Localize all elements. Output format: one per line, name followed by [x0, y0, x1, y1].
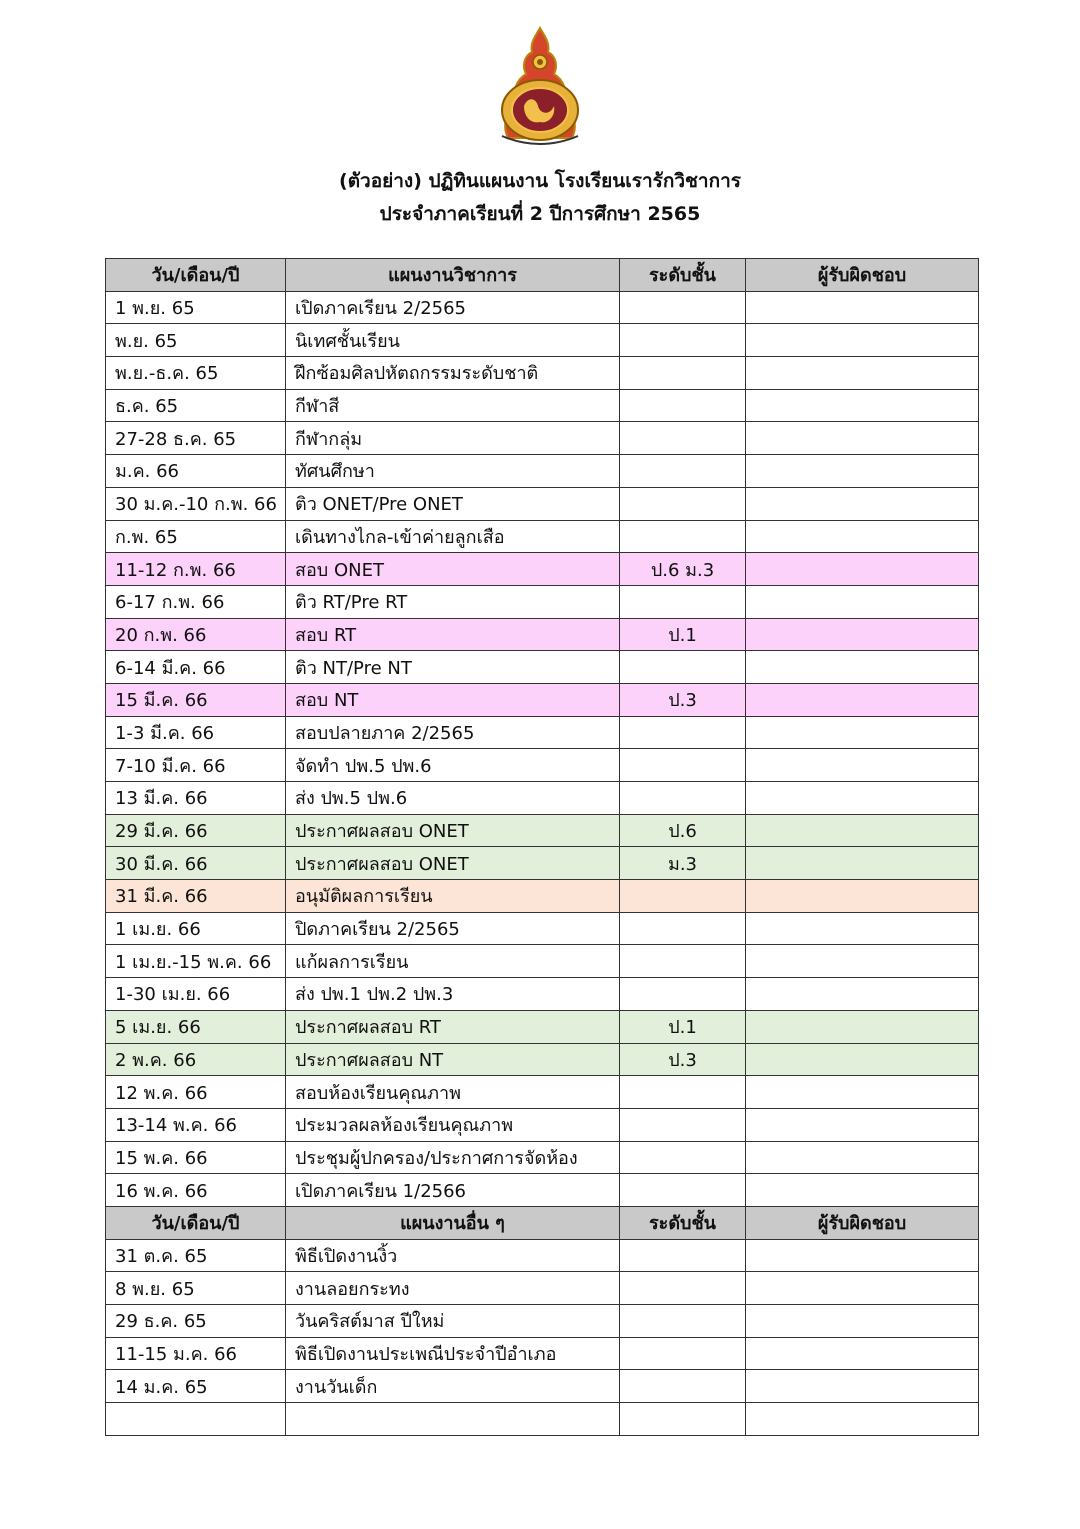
- plan-cell: สอบห้องเรียนคุณภาพ: [286, 1076, 620, 1109]
- date-cell: 1-30 เม.ย. 66: [106, 978, 286, 1011]
- date-cell: [106, 1403, 286, 1436]
- date-cell: 1-3 มี.ค. 66: [106, 716, 286, 749]
- table-row: [106, 1141, 979, 1174]
- table-row: [106, 553, 979, 586]
- owner-header: ผู้รับผิดชอบ: [746, 1206, 979, 1239]
- table-row: [106, 782, 979, 815]
- date-cell: 29 ธ.ค. 65: [106, 1305, 286, 1338]
- date-header: วัน/เดือน/ปี: [106, 259, 286, 292]
- table-row: [106, 1370, 979, 1403]
- date-cell: 11-12 ก.พ. 66: [106, 553, 286, 586]
- date-cell: 7-10 มี.ค. 66: [106, 749, 286, 782]
- level-cell: [620, 389, 746, 422]
- level-cell: [620, 1141, 746, 1174]
- page-title: (ตัวอย่าง) ปฏิทินแผนงาน โรงเรียนเรารักวิชาการ: [339, 170, 741, 192]
- level-cell: [620, 520, 746, 553]
- level-cell: [620, 880, 746, 913]
- date-cell: 1 พ.ย. 65: [106, 291, 286, 324]
- owner-cell: [746, 749, 979, 782]
- date-cell: 31 ต.ค. 65: [106, 1239, 286, 1272]
- level-cell: ป.3: [620, 1043, 746, 1076]
- level-cell: [620, 1076, 746, 1109]
- table-row: [106, 683, 979, 716]
- date-cell: 8 พ.ย. 65: [106, 1272, 286, 1305]
- table-row: [106, 618, 979, 651]
- date-cell: 16 พ.ค. 66: [106, 1174, 286, 1207]
- table-row: [106, 1076, 979, 1109]
- level-cell: [620, 1272, 746, 1305]
- owner-cell: [746, 1043, 979, 1076]
- other-header-row: [106, 1206, 979, 1239]
- owner-cell: [746, 880, 979, 913]
- table-row: [106, 1239, 979, 1272]
- owner-cell: [746, 978, 979, 1011]
- plan-header: แผนงานวิชาการ: [286, 259, 620, 292]
- level-cell: [620, 716, 746, 749]
- table-row: [106, 455, 979, 488]
- date-cell: 31 มี.ค. 66: [106, 880, 286, 913]
- plan-cell: ติว ONET/Pre ONET: [286, 487, 620, 520]
- table-row: [106, 1305, 979, 1338]
- owner-cell: [746, 487, 979, 520]
- ministry-emblem-icon: [494, 26, 586, 152]
- table-row: [106, 912, 979, 945]
- owner-cell: [746, 1305, 979, 1338]
- owner-cell: [746, 618, 979, 651]
- level-cell: [620, 1403, 746, 1436]
- owner-cell: [746, 683, 979, 716]
- level-cell: [620, 749, 746, 782]
- level-cell: [620, 291, 746, 324]
- level-header: ระดับชั้น: [620, 259, 746, 292]
- table-row: [106, 880, 979, 913]
- plan-cell: วันคริสต์มาส ปีใหม่: [286, 1305, 620, 1338]
- level-cell: ป.3: [620, 683, 746, 716]
- plan-cell: [286, 1403, 620, 1436]
- level-cell: [620, 1108, 746, 1141]
- owner-cell: [746, 1076, 979, 1109]
- owner-cell: [746, 585, 979, 618]
- level-cell: [620, 1370, 746, 1403]
- owner-cell: [746, 1370, 979, 1403]
- level-header: ระดับชั้น: [620, 1206, 746, 1239]
- table-row: [106, 814, 979, 847]
- table-row: [106, 487, 979, 520]
- owner-cell: [746, 1239, 979, 1272]
- plan-header: แผนงานอื่น ๆ: [286, 1206, 620, 1239]
- owner-cell: [746, 553, 979, 586]
- level-cell: [620, 1305, 746, 1338]
- owner-cell: [746, 912, 979, 945]
- date-cell: ธ.ค. 65: [106, 389, 286, 422]
- owner-cell: [746, 1272, 979, 1305]
- plan-cell: กีฬาสี: [286, 389, 620, 422]
- level-cell: [620, 782, 746, 815]
- level-cell: [620, 1239, 746, 1272]
- owner-cell: [746, 1403, 979, 1436]
- owner-cell: [746, 814, 979, 847]
- plan-cell: อนุมัติผลการเรียน: [286, 880, 620, 913]
- table-row: [106, 749, 979, 782]
- table-row: [106, 978, 979, 1011]
- level-cell: ม.3: [620, 847, 746, 880]
- date-cell: 29 มี.ค. 66: [106, 814, 286, 847]
- level-cell: [620, 357, 746, 390]
- plan-cell: ทัศนศึกษา: [286, 455, 620, 488]
- plan-cell: ประมวลผลห้องเรียนคุณภาพ: [286, 1108, 620, 1141]
- date-cell: 30 ม.ค.-10 ก.พ. 66: [106, 487, 286, 520]
- date-cell: พ.ย.-ธ.ค. 65: [106, 357, 286, 390]
- owner-header: ผู้รับผิดชอบ: [746, 259, 979, 292]
- plan-cell: งานวันเด็ก: [286, 1370, 620, 1403]
- plan-cell: สอบปลายภาค 2/2565: [286, 716, 620, 749]
- table-row: [106, 291, 979, 324]
- level-cell: [620, 651, 746, 684]
- level-cell: ป.1: [620, 618, 746, 651]
- academic-header-row: [106, 259, 979, 292]
- plan-cell: กีฬากลุ่ม: [286, 422, 620, 455]
- owner-cell: [746, 291, 979, 324]
- level-cell: [620, 1337, 746, 1370]
- plan-cell: สอบ RT: [286, 618, 620, 651]
- plan-cell: นิเทศชั้นเรียน: [286, 324, 620, 357]
- plan-cell: ประชุมผู้ปกครอง/ประกาศการจัดห้อง: [286, 1141, 620, 1174]
- owner-cell: [746, 945, 979, 978]
- date-cell: 1 เม.ย.-15 พ.ค. 66: [106, 945, 286, 978]
- owner-cell: [746, 1141, 979, 1174]
- level-cell: ป.6 ม.3: [620, 553, 746, 586]
- level-cell: ป.6: [620, 814, 746, 847]
- date-cell: 13-14 พ.ค. 66: [106, 1108, 286, 1141]
- table-row: [106, 1043, 979, 1076]
- plan-cell: ประกาศผลสอบ NT: [286, 1043, 620, 1076]
- table-row: [106, 1174, 979, 1207]
- level-cell: ป.1: [620, 1010, 746, 1043]
- level-cell: [620, 324, 746, 357]
- plan-cell: ประกาศผลสอบ RT: [286, 1010, 620, 1043]
- plan-cell: พิธีเปิดงานงิ้ว: [286, 1239, 620, 1272]
- owner-cell: [746, 357, 979, 390]
- date-cell: 11-15 ม.ค. 66: [106, 1337, 286, 1370]
- table-row: [106, 945, 979, 978]
- page-subtitle: ประจำภาคเรียนที่ 2 ปีการศึกษา 2565: [379, 203, 701, 225]
- plan-cell: เปิดภาคเรียน 2/2565: [286, 291, 620, 324]
- table-row: [106, 422, 979, 455]
- plan-cell: ติว RT/Pre RT: [286, 585, 620, 618]
- date-cell: ก.พ. 65: [106, 520, 286, 553]
- plan-cell: จัดทำ ปพ.5 ปพ.6: [286, 749, 620, 782]
- date-cell: 1 เม.ย. 66: [106, 912, 286, 945]
- plan-cell: แก้ผลการเรียน: [286, 945, 620, 978]
- plan-cell: ส่ง ปพ.5 ปพ.6: [286, 782, 620, 815]
- level-cell: [620, 585, 746, 618]
- date-cell: 30 มี.ค. 66: [106, 847, 286, 880]
- date-cell: 15 พ.ค. 66: [106, 1141, 286, 1174]
- plan-cell: ประกาศผลสอบ ONET: [286, 814, 620, 847]
- owner-cell: [746, 716, 979, 749]
- table-row: [106, 520, 979, 553]
- plan-cell: งานลอยกระทง: [286, 1272, 620, 1305]
- plan-cell: ปิดภาคเรียน 2/2565: [286, 912, 620, 945]
- owner-cell: [746, 782, 979, 815]
- plan-table: [105, 258, 979, 1436]
- date-cell: 6-17 ก.พ. 66: [106, 585, 286, 618]
- table-row: [106, 847, 979, 880]
- date-header: วัน/เดือน/ปี: [106, 1206, 286, 1239]
- table-row: [106, 324, 979, 357]
- table-row: [106, 651, 979, 684]
- owner-cell: [746, 1108, 979, 1141]
- plan-cell: ฝึกซ้อมศิลปหัตถกรรมระดับชาติ: [286, 357, 620, 390]
- owner-cell: [746, 651, 979, 684]
- date-cell: 15 มี.ค. 66: [106, 683, 286, 716]
- owner-cell: [746, 1010, 979, 1043]
- table-row: [106, 585, 979, 618]
- owner-cell: [746, 1174, 979, 1207]
- level-cell: [620, 487, 746, 520]
- date-cell: 6-14 มี.ค. 66: [106, 651, 286, 684]
- owner-cell: [746, 422, 979, 455]
- level-cell: [620, 945, 746, 978]
- table-row: [106, 1010, 979, 1043]
- level-cell: [620, 912, 746, 945]
- plan-cell: ส่ง ปพ.1 ปพ.2 ปพ.3: [286, 978, 620, 1011]
- plan-cell: ติว NT/Pre NT: [286, 651, 620, 684]
- plan-cell: สอบ ONET: [286, 553, 620, 586]
- plan-cell: เดินทางไกล-เข้าค่ายลูกเสือ: [286, 520, 620, 553]
- owner-cell: [746, 847, 979, 880]
- level-cell: [620, 455, 746, 488]
- owner-cell: [746, 520, 979, 553]
- plan-cell: เปิดภาคเรียน 1/2566: [286, 1174, 620, 1207]
- table-row: [106, 1108, 979, 1141]
- table-row: [106, 716, 979, 749]
- table-row: [106, 357, 979, 390]
- owner-cell: [746, 389, 979, 422]
- table-row: [106, 1337, 979, 1370]
- plan-cell: พิธีเปิดงานประเพณีประจำปีอำเภอ: [286, 1337, 620, 1370]
- plan-cell: สอบ NT: [286, 683, 620, 716]
- plan-cell: ประกาศผลสอบ ONET: [286, 847, 620, 880]
- date-cell: 27-28 ธ.ค. 65: [106, 422, 286, 455]
- level-cell: [620, 978, 746, 1011]
- date-cell: 12 พ.ค. 66: [106, 1076, 286, 1109]
- table-row: [106, 389, 979, 422]
- date-cell: พ.ย. 65: [106, 324, 286, 357]
- date-cell: ม.ค. 66: [106, 455, 286, 488]
- table-row: [106, 1403, 979, 1436]
- level-cell: [620, 422, 746, 455]
- owner-cell: [746, 1337, 979, 1370]
- date-cell: 13 มี.ค. 66: [106, 782, 286, 815]
- owner-cell: [746, 455, 979, 488]
- table-row: [106, 1272, 979, 1305]
- date-cell: 5 เม.ย. 66: [106, 1010, 286, 1043]
- date-cell: 2 พ.ค. 66: [106, 1043, 286, 1076]
- date-cell: 14 ม.ค. 65: [106, 1370, 286, 1403]
- owner-cell: [746, 324, 979, 357]
- date-cell: 20 ก.พ. 66: [106, 618, 286, 651]
- level-cell: [620, 1174, 746, 1207]
